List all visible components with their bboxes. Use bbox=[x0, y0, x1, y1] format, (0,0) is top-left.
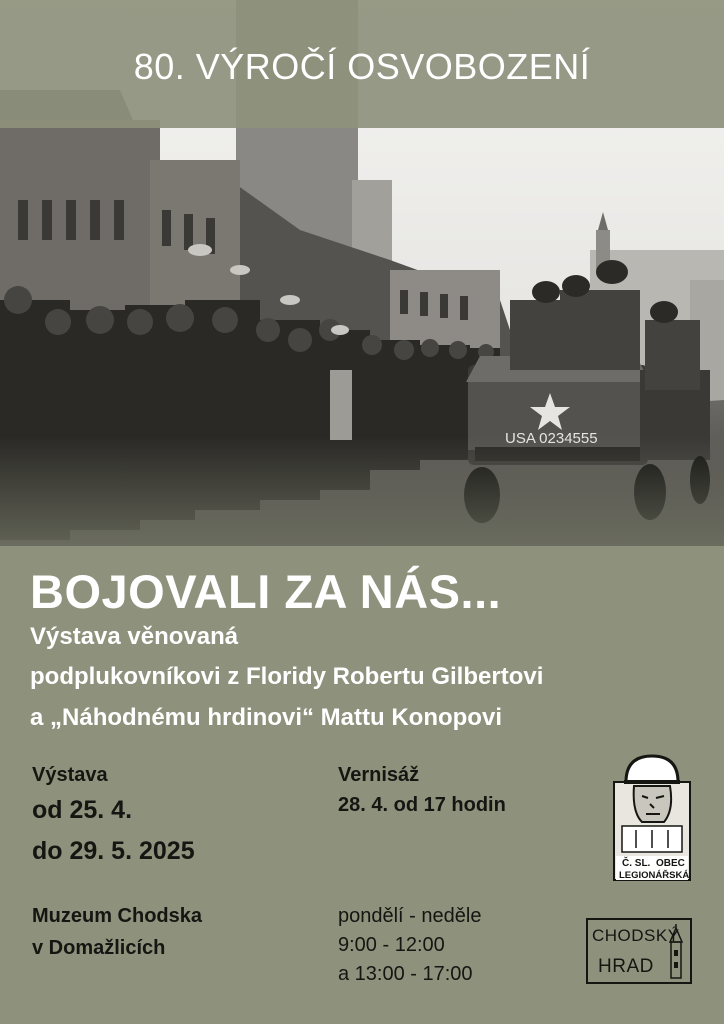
venue-line-1: Muzeum Chodska bbox=[32, 905, 203, 927]
castle-tower-icon bbox=[666, 924, 686, 980]
subtitle-line-1: Výstava věnovaná bbox=[30, 623, 239, 650]
svg-text:Č. SL.: Č. SL. bbox=[622, 858, 651, 869]
exhibition-from-date: od 25. 4. bbox=[32, 796, 133, 824]
opening-hours-afternoon: a 13:00 - 17:00 bbox=[338, 963, 473, 985]
svg-text:OBEC: OBEC bbox=[656, 858, 685, 869]
venue-line-2: v Domažlicích bbox=[32, 937, 166, 959]
chodsky-hrad-logo: CHODSKÝ HRAD bbox=[586, 918, 692, 984]
opening-hours-morning: 9:00 - 12:00 bbox=[338, 934, 445, 956]
opening-days: pondělí - neděle bbox=[338, 905, 482, 927]
exhibition-to-date: do 29. 5. 2025 bbox=[32, 837, 195, 865]
svg-text:LEGIONÁŘSKÁ: LEGIONÁŘSKÁ bbox=[619, 870, 690, 881]
subtitle-line-3: a „Náhodnému hrdinovi“ Mattu Konopovi bbox=[30, 704, 502, 731]
exhibition-label: Výstava bbox=[32, 764, 108, 786]
subtitle-line-2: podplukovníkovi z Floridy Robertu Gilbertovi bbox=[30, 663, 544, 690]
legion-association-logo bbox=[612, 752, 692, 884]
vernissage-label: Vernisáž bbox=[338, 764, 420, 786]
vernissage-time: 28. 4. od 17 hodin bbox=[338, 794, 506, 816]
anniversary-title: 80. VÝROČÍ OSVOBOZENÍ bbox=[133, 46, 591, 87]
exhibition-headline: BOJOVALI ZA NÁS... bbox=[30, 565, 502, 618]
